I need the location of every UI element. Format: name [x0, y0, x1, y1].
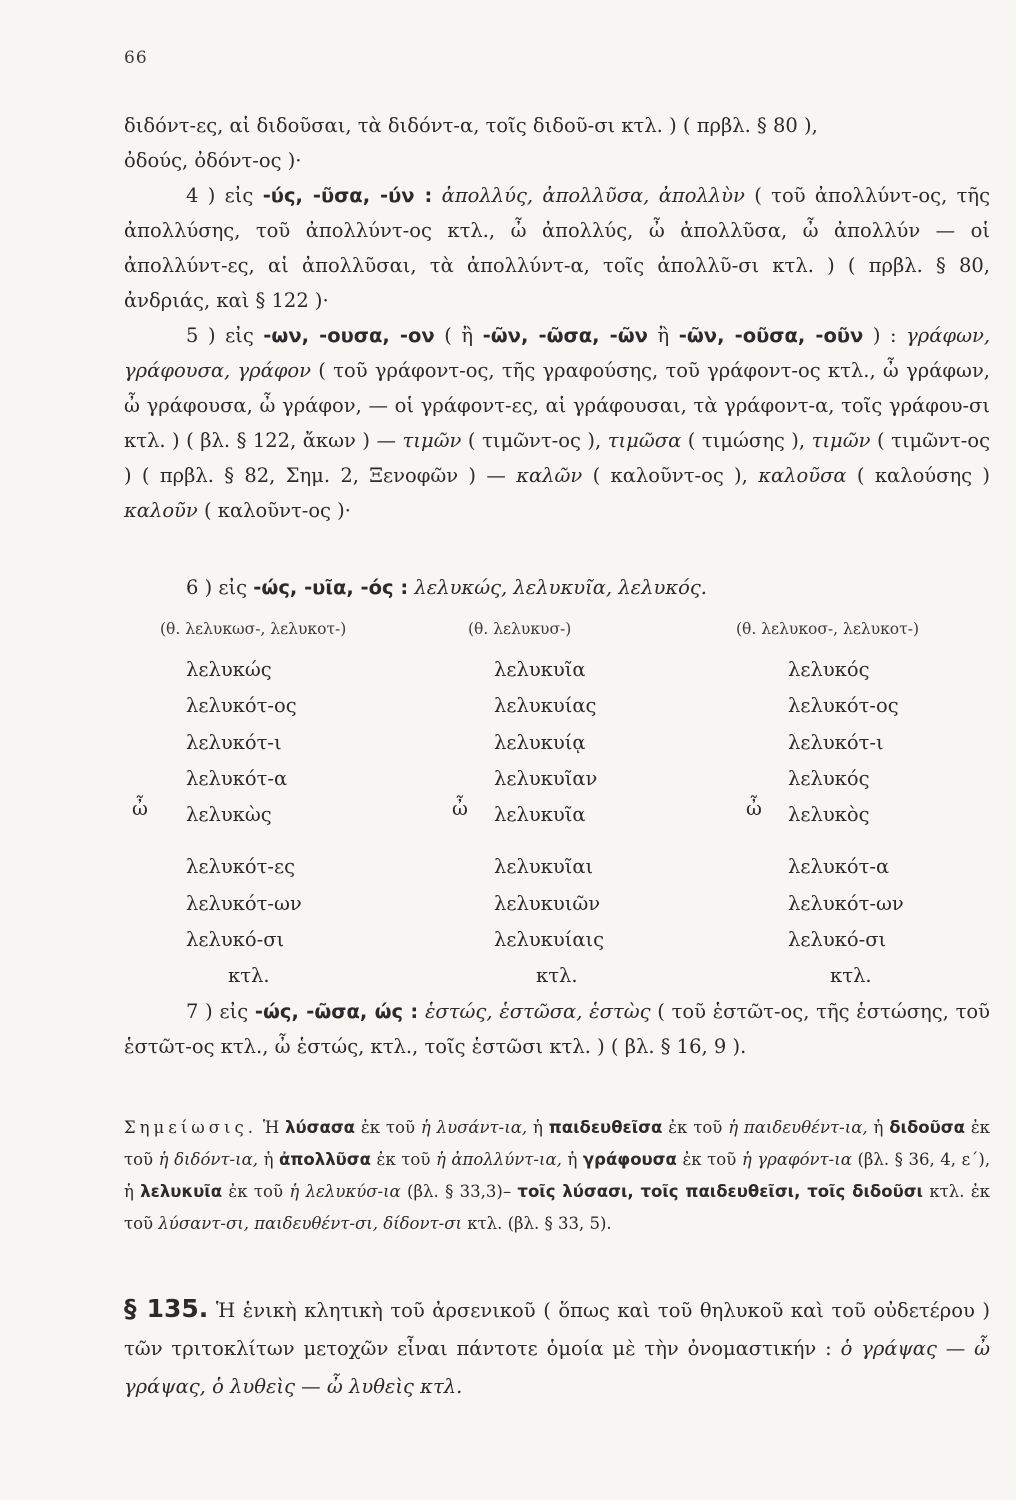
example-word: καλοῦν	[124, 499, 198, 522]
section-text: Ἡ ἑνικὴ κλητικὴ τοῦ ἀρσενικοῦ ( ὅπως καὶ τοῦ θηλυκοῦ καὶ τοῦ οὐδετέρου ) τῶν τριτοκλίτων μετοχῶν εἶναι πάντοτε ὁμοία μὲ τὴν ὀνομαστικήν :	[124, 1299, 991, 1360]
endings: -ώς, -ῶσα, ώς :	[254, 1000, 419, 1023]
endings: -ων, -ουσα, -ον	[263, 324, 435, 347]
section-number: § 135.	[124, 1294, 209, 1323]
note-text: ἐκ τοῦ	[668, 1118, 723, 1137]
note-bold: ἀπολλῦσα	[279, 1150, 371, 1169]
section-135	[124, 1290, 990, 1406]
example-word: καλοῦσα	[758, 464, 847, 487]
declension-text: ( τιμῶντ-ος ),	[467, 429, 602, 452]
vocative-marker: ὦ	[452, 797, 468, 820]
note-text: ἐκ τοῦ	[228, 1182, 284, 1201]
note-text: Ἡ	[262, 1118, 280, 1137]
note-bold: παιδευθεῖσα	[548, 1118, 663, 1137]
table-cell: κτλ.	[830, 964, 872, 988]
alt-close: ) :	[872, 324, 897, 347]
note-text: ἡ	[263, 1150, 274, 1169]
table-cell: λελυκός	[788, 658, 870, 681]
note-italic: ἡ λελυκύσ-ια	[289, 1182, 401, 1201]
paragraph-continuation	[124, 108, 990, 178]
table-cell: λελυκυίας	[494, 694, 597, 718]
table-cell: λελυκὼς	[186, 803, 272, 827]
table-cell: λελυκώς	[186, 658, 272, 681]
column-neuter	[788, 652, 904, 995]
table-cell: λελυκότ-ος	[186, 694, 297, 718]
table-cell: λελυκυῖα	[494, 803, 586, 827]
table-cell: λελυκότ-ι	[788, 730, 884, 754]
example-words: λελυκώς, λελυκυῖα, λελυκός.	[414, 576, 708, 599]
table-cell: λελυκυίᾳ	[494, 730, 586, 754]
note-bold: λελυκυῖα	[140, 1182, 223, 1201]
column-head-feminine: (θ. λελυκυσ-)	[468, 620, 572, 638]
section-examples: ὁ γράψας — ὦ γράψας, ὁ λυθεὶς — ὦ λυθεὶς κτλ.	[124, 1337, 991, 1398]
declension-text: ( τοῦ γράφοντ-ος, τῆς γραφούσης, τοῦ γράφοντ-ος κτλ., ὦ γράφων, ὦ γράφουσα, ὦ γράφον, — οἱ γράφοντ-ες, αἱ γράφουσαι, τὰ γράφοντ-α, τοῖς γράφου-σι κτλ. ) ( βλ. § 122, ἄκων ) —	[124, 359, 990, 452]
note-text: ἡ	[873, 1118, 884, 1137]
table-cell: λελυκότ-ες	[186, 855, 296, 879]
note-italic: ἡ διδόντ-ια,	[158, 1150, 258, 1169]
item-4-text	[124, 178, 990, 318]
declension-text: ( καλούσης )	[856, 464, 991, 487]
note-italic: ἡ λυσάντ-ια,	[420, 1118, 528, 1137]
note	[124, 1112, 990, 1240]
table-cell: λελυκό-σι	[186, 928, 285, 952]
declension-text: ( τοῦ ἑστῶτ-ος, τῆς ἑστώσης, τοῦ ἑστῶτ-ος κτλ., ὦ ἑστώς, κτλ., τοῖς ἑστῶσι κτλ. ) ( βλ. § 16, 9 ).	[124, 1000, 990, 1058]
endings: -ώς, -υῖα, -ός :	[253, 576, 409, 599]
note-text: ἐκ τοῦ	[360, 1118, 416, 1137]
table-cell: λελυκότ-ων	[186, 891, 302, 915]
note-bold: γράφουσα	[582, 1150, 677, 1169]
item-number: 7 ) εἰς	[186, 1000, 249, 1023]
column-masculine	[186, 652, 302, 995]
table-cell: λελυκός	[788, 766, 870, 790]
table-cell: λελυκυῖαι	[494, 855, 594, 879]
note-text: ἐκ τοῦ	[124, 1118, 990, 1169]
item-6	[124, 570, 990, 605]
item-number: 5 ) εἰς	[186, 324, 254, 347]
table-cell: λελυκότ-ος	[788, 694, 899, 718]
note-italic: λύσαντ-σι, παιδευθέντ-σι, δίδοντ-σι	[158, 1214, 462, 1233]
table-cell: λελυκότ-ι	[186, 730, 282, 754]
table-cell: λελυκυιῶν	[494, 891, 601, 915]
item-7-text	[124, 994, 990, 1064]
table-cell: λελυκότ-ων	[788, 891, 904, 915]
alt-endings: -ῶν, -ῶσα, -ῶν	[482, 324, 648, 347]
text-line: διδόντ-ες, αἱ διδοῦσαι, τὰ διδόντ-α, τοῖς διδοῦ-σι κτλ. ) ( πρβλ. § 80 ),	[124, 114, 818, 137]
table-cell: λελυκυῖαν	[494, 766, 598, 790]
note-italic: ἡ γραφόντ-ια	[741, 1150, 852, 1169]
note-text: κτλ. (βλ. § 33, 5).	[467, 1214, 612, 1233]
table-cell: λελυκότ-α	[788, 855, 890, 879]
example-word: καλῶν	[516, 464, 583, 487]
alt-or: ἢ	[657, 324, 670, 347]
declension-text: ( καλοῦντ-ος )·	[203, 499, 351, 522]
note-text: κτλ. ἐκ τοῦ	[124, 1182, 990, 1233]
example-words: ἑστώς, ἑστῶσα, ἑστὼς	[424, 1000, 651, 1023]
item-6-text	[124, 570, 990, 605]
table-cell: λελυκυῖα	[494, 658, 586, 681]
note-text: ἐκ τοῦ	[682, 1150, 737, 1169]
table-cell: λελυκότ-α	[186, 766, 288, 790]
table-cell: κτλ.	[536, 964, 578, 988]
item-5-text	[124, 318, 990, 528]
note-text: ἡ	[567, 1150, 578, 1169]
note-bold: τοῖς λύσασι, τοῖς παιδευθεῖσι, τοῖς διδοῦσι	[517, 1182, 923, 1201]
item-7	[124, 994, 990, 1064]
table-cell: λελυκὸς	[788, 803, 870, 827]
note-bold: διδοῦσα	[889, 1118, 965, 1137]
endings: -ύς, -ῦσα, -ύν :	[262, 184, 433, 207]
example-word: τιμῶν	[402, 429, 462, 452]
note-italic: ἡ ἀπολλύντ-ια,	[435, 1150, 562, 1169]
alt-open: ( ἢ	[444, 324, 474, 347]
item-number: 6 ) εἰς	[186, 576, 248, 599]
note-heading: Σημείωσις.	[124, 1118, 257, 1137]
text-line: ὀδούς, ὀδόντ-ος )·	[124, 149, 302, 172]
column-head-neuter: (θ. λελυκοσ-, λελυκοτ-)	[736, 620, 920, 638]
note-bold: λύσασα	[285, 1118, 356, 1137]
column-feminine	[494, 652, 604, 995]
note-italic: ἡ παιδευθέντ-ια,	[728, 1118, 868, 1137]
example-words: ἀπολλύς, ἀπολλῦσα, ἀπολλὺν	[441, 184, 745, 207]
item-5	[124, 318, 990, 528]
item-number: 4 ) εἰς	[186, 184, 254, 207]
declension-text: ( τιμώσης ),	[687, 429, 806, 452]
note-text: ἡ	[532, 1118, 543, 1137]
page-number: 66	[124, 48, 148, 68]
table-cell: λελυκό-σι	[788, 928, 887, 952]
example-word: τιμῶσα	[607, 429, 682, 452]
declension-text: ( τοῦ ἀπολλύντ-ος, τῆς ἀπολλύσης, τοῦ ἀπολλύντ-ος κτλ., ὦ ἀπολλύς, ὦ ἀπολλῦσα, ὦ ἀπολλύν — οἱ ἀπολλύντ-ες, αἱ ἀπολλῦσαι, τὰ ἀπολλύντ-α, τοῖς ἀπολλῦ-σι κτλ. ) ( πρβλ. § 80, ἀνδριάς, καὶ § 122 )·	[124, 184, 990, 312]
declension-text: ( τιμῶντ-ος ) ( πρβλ. § 82, Σημ. 2, Ξενοφῶν ) —	[124, 429, 991, 487]
column-head-masculine: (θ. λελυκωσ-, λελυκοτ-)	[160, 620, 347, 638]
alt-endings-2: -ῶν, -οῦσα, -οῦν	[678, 324, 864, 347]
table-cell: λελυκυίαις	[494, 928, 605, 952]
item-4	[124, 178, 990, 318]
example-words: γράφων, γράφουσα, γράφον	[124, 324, 991, 382]
table-cell: κτλ.	[228, 964, 270, 988]
vocative-marker: ὦ	[746, 797, 762, 820]
note-text: (βλ. § 36, 4, ε΄), ἡ	[124, 1150, 991, 1201]
note-text: ἐκ τοῦ	[376, 1150, 431, 1169]
example-word: τιμῶν	[811, 429, 871, 452]
note-text: (βλ. § 33,3)–	[407, 1182, 512, 1201]
declension-text: ( καλοῦντ-ος ),	[592, 464, 748, 487]
vocative-marker: ὦ	[132, 797, 148, 820]
